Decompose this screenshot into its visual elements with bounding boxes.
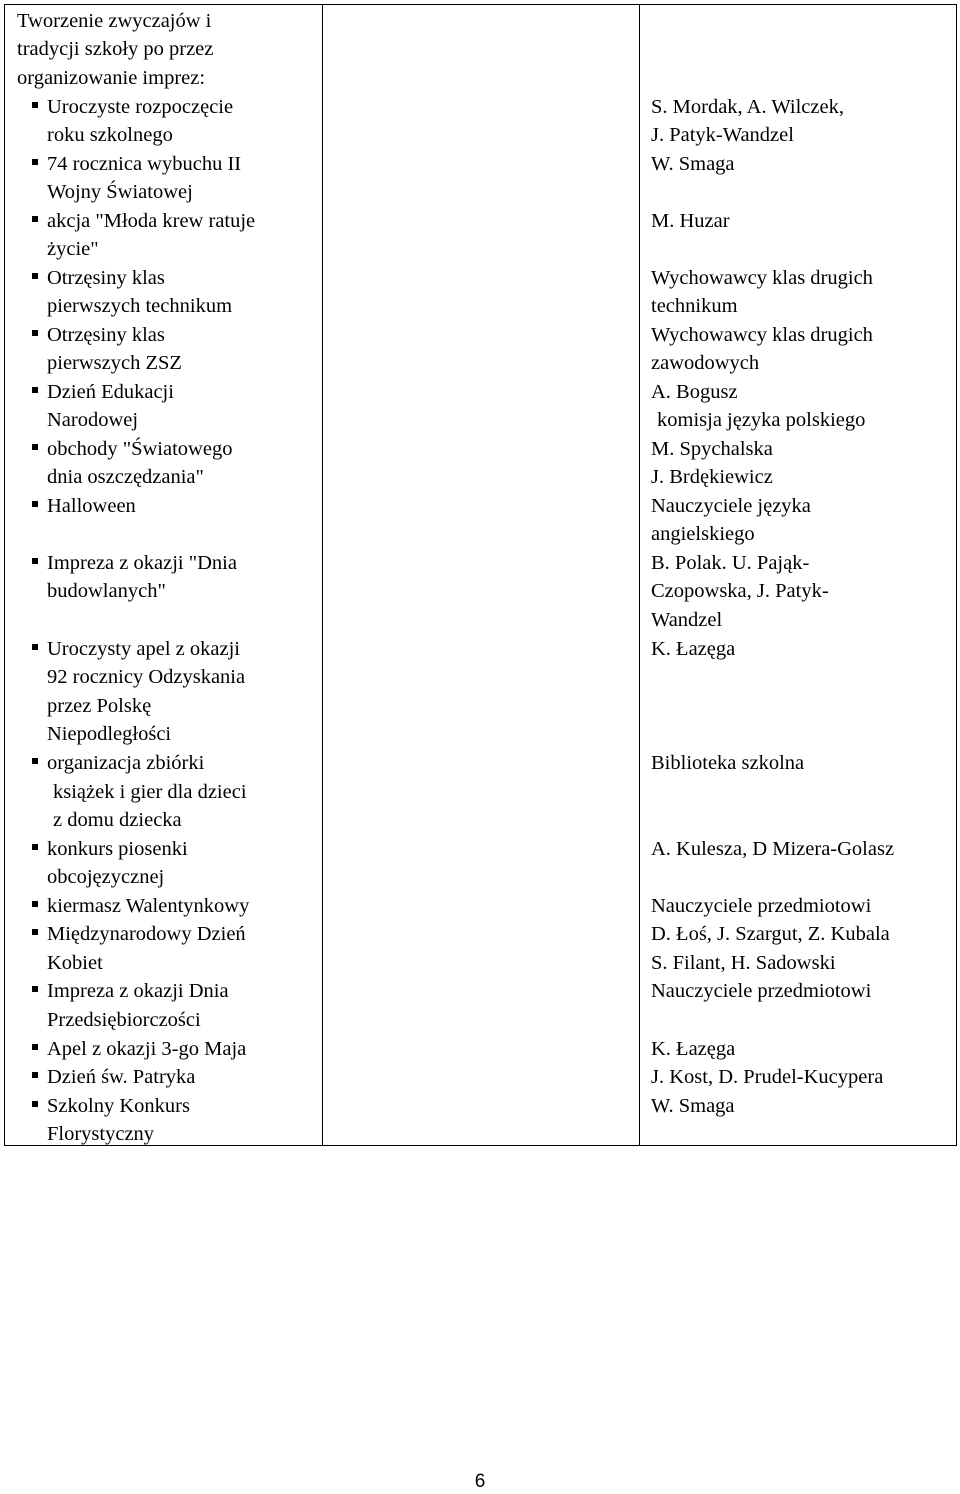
event-line: akcja "Młoda krew ratuje [47, 210, 256, 232]
event-line: Uroczysty apel z okazji [47, 638, 240, 660]
event-line: Otrzęsiny klas [47, 324, 165, 346]
bullet-marker [32, 1101, 38, 1107]
responsible-line: komisja języka polskiego [657, 409, 866, 431]
bullet-marker [32, 844, 38, 850]
responsible-line: Biblioteka szkolna [651, 752, 805, 774]
responsible-line: S. Filant, H. Sadowski [651, 952, 836, 974]
event-line: z domu dziecka [53, 809, 182, 831]
event-line: obchody "Światowego [47, 438, 233, 460]
responsible-line: D. Łoś, J. Szargut, Z. Kubala [651, 923, 890, 945]
bullet-marker [32, 216, 38, 222]
event-line: Florystyczny [47, 1123, 155, 1145]
responsible-line: Wandzel [651, 609, 723, 631]
bullet-marker [32, 501, 38, 507]
bullet-marker [32, 273, 38, 279]
bullet-marker [32, 1072, 38, 1078]
event-line: Niepodległości [47, 723, 172, 745]
heading-line: Tworzenie zwyczajów i [17, 10, 212, 32]
event-line: Międzynarodowy Dzień [47, 923, 246, 945]
responsible-line: A. Kulesza, D Mizera-Golasz [651, 838, 895, 860]
bullet-marker [32, 901, 38, 907]
bullet-marker [32, 444, 38, 450]
bullet-marker [32, 558, 38, 564]
responsible-line: K. Łazęga [651, 1038, 736, 1060]
column-divider [322, 5, 323, 1145]
event-line: 92 rocznicy Odzyskania [47, 666, 246, 688]
bullet-marker [32, 986, 38, 992]
event-line: roku szkolnego [47, 124, 173, 146]
event-line: Szkolny Konkurs [47, 1095, 190, 1117]
event-line: Impreza z okazji Dnia [47, 980, 229, 1002]
event-line: pierwszych technikum [47, 295, 233, 317]
event-line: pierwszych ZSZ [47, 352, 182, 374]
responsible-line: Wychowawcy klas drugich [651, 267, 873, 289]
schedule-table [4, 4, 957, 1146]
responsible-line: J. Kost, D. Prudel-Kucypera [651, 1066, 884, 1088]
responsible-line: Wychowawcy klas drugich [651, 324, 873, 346]
event-line: przez Polskę [47, 695, 152, 717]
event-line: kiermasz Walentynkowy [47, 895, 250, 917]
event-line: życie" [47, 238, 99, 260]
event-line: dnia oszczędzania" [47, 466, 204, 488]
responsible-line: Nauczyciele języka [651, 495, 811, 517]
bullet-marker [32, 159, 38, 165]
responsible-cell [640, 5, 956, 1145]
event-line: Impreza z okazji "Dnia [47, 552, 237, 574]
bullet-marker [32, 929, 38, 935]
event-line: budowlanych" [47, 580, 166, 602]
responsible-line: Czopowska, J. Patyk- [651, 580, 829, 602]
responsible-line: Nauczyciele przedmiotowi [651, 980, 872, 1002]
responsible-line: technikum [651, 295, 738, 317]
responsible-line: A. Bogusz [651, 381, 738, 403]
events-cell [5, 5, 322, 1145]
bullet-marker [32, 644, 38, 650]
event-line: Halloween [47, 495, 136, 517]
bullet-marker [32, 1044, 38, 1050]
event-line: Kobiet [47, 952, 103, 974]
event-line: Dzień św. Patryka [47, 1066, 196, 1088]
responsible-line: zawodowych [651, 352, 760, 374]
responsible-line: Nauczyciele przedmiotowi [651, 895, 872, 917]
bullet-marker [32, 330, 38, 336]
event-line: obcojęzycznej [47, 866, 165, 888]
responsible-line: J. Patyk-Wandzel [651, 124, 794, 146]
bullet-marker [32, 387, 38, 393]
event-line: Wojny Światowej [47, 181, 193, 203]
bullet-marker [32, 102, 38, 108]
event-line: Uroczyste rozpoczęcie [47, 96, 234, 118]
event-line: organizacja zbiórki [47, 752, 205, 774]
event-line: Dzień Edukacji [47, 381, 174, 403]
responsible-line: M. Huzar [651, 210, 730, 232]
bullet-marker [32, 758, 38, 764]
responsible-line: W. Smaga [651, 153, 735, 175]
responsible-line: M. Spychalska [651, 438, 773, 460]
responsible-line: S. Mordak, A. Wilczek, [651, 96, 844, 118]
event-line: Otrzęsiny klas [47, 267, 165, 289]
event-line: konkurs piosenki [47, 838, 188, 860]
responsible-line: J. Brdękiewicz [651, 466, 773, 488]
responsible-line: B. Polak. U. Pająk- [651, 552, 810, 574]
page-number: 6 [474, 1471, 486, 1492]
responsible-line: angielskiego [651, 523, 755, 545]
event-line: Apel z okazji 3-go Maja [47, 1038, 247, 1060]
heading-line: tradycji szkoły po przez [17, 38, 214, 60]
responsible-line: W. Smaga [651, 1095, 735, 1117]
event-line: książek i gier dla dzieci [53, 781, 247, 803]
event-line: Narodowej [47, 409, 139, 431]
heading-line: organizowanie imprez: [17, 67, 206, 89]
responsible-line: K. Łazęga [651, 638, 736, 660]
event-line: 74 rocznica wybuchu II [47, 153, 242, 175]
event-line: Przedsiębiorczości [47, 1009, 201, 1031]
